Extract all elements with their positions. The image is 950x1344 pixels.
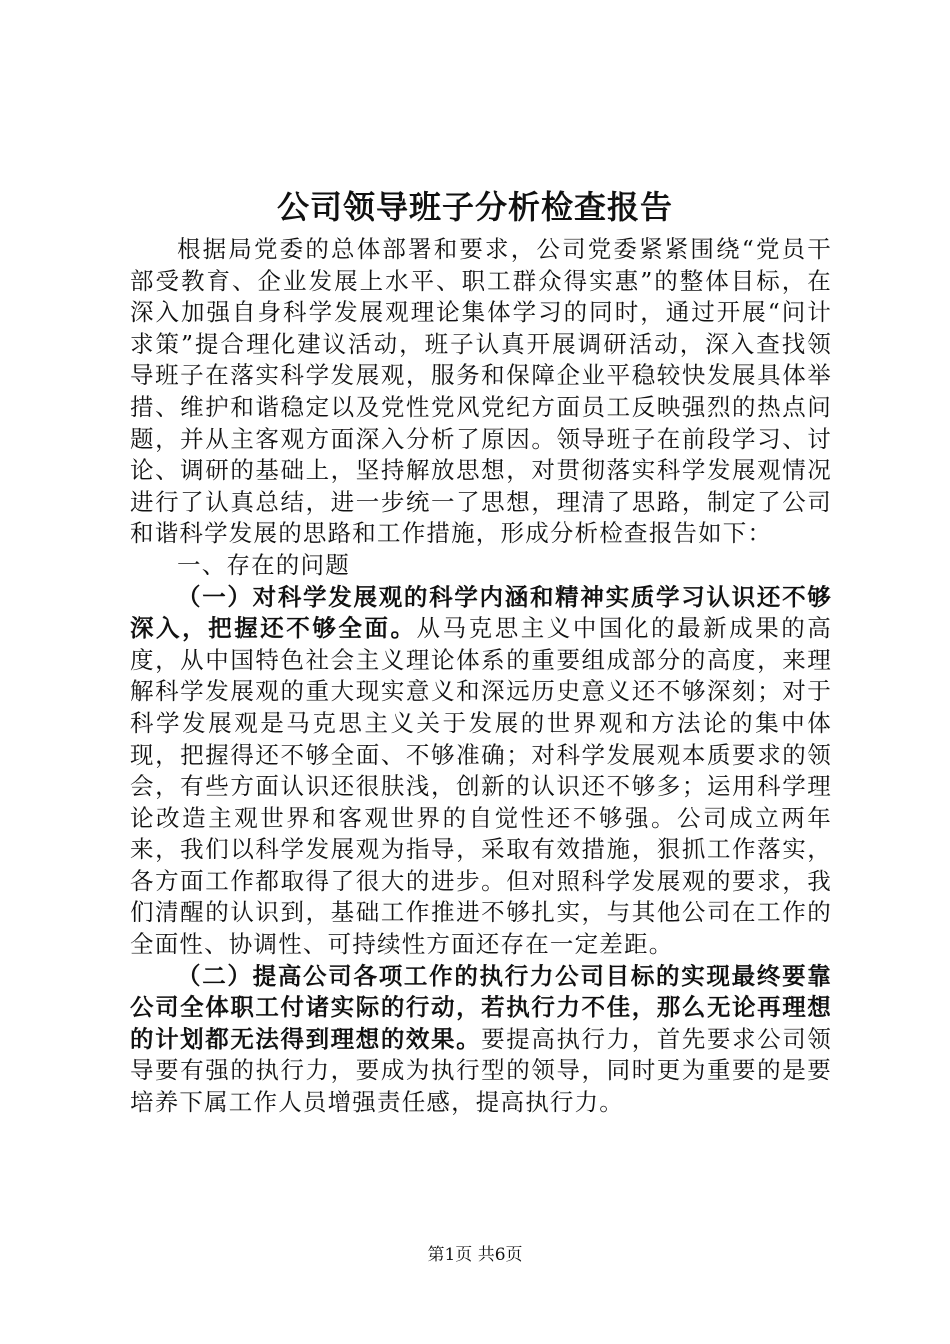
document-title: 公司领导班子分析检查报告	[276, 188, 673, 226]
problem-item-1-heading: （一）对科学发展观的科学内涵和精神实质学习认识还不够深入，把握还不够全面。	[130, 582, 832, 643]
section-heading-problems: 一、存在的问题	[177, 550, 350, 579]
document-body	[130, 234, 832, 1119]
problem-item-2	[130, 961, 832, 1119]
problem-item-1	[130, 582, 832, 961]
problem-item-1-text: 从马克思主义中国化的最新成果的高度，从中国特色社会主义理论体系的重要组成部分的高度，来理解科学发展观的重大现实意义和深远历史意义还不够深刻；对于科学发展观是马克思主义关于发展的世界观和方法论的集中体现，把握得还不够全面、不够准确；对科学发展观本质要求的领会，有些方面认识还很肤浅，创新的认识还不够多；运用科学理论改造主观世界和客观世界的自觉性还不够强。公司成立两年来，我们以科学发展观为指导，采取有效措施，狠抓工作落实，各方面工作都取得了很大的进步。但对照科学发展观的要求，我们清醒的认识到，基础工作推进不够扎实，与其他公司在工作的全面性、协调性、可持续性方面还存在一定差距。	[130, 614, 832, 959]
page-number-footer: 第1页 共6页	[427, 1245, 523, 1265]
problem-item-2-heading: （二）提高公司各项工作的执行力公司目标的实现最终要靠公司全体职工付诸实际的行动，若执行力不佳，那么无论再理想的计划都无法得到理想的效果。	[130, 961, 832, 1053]
intro-paragraph: 根据局党委的总体部署和要求，公司党委紧紧围绕“党员干部受教育、企业发展上水平、职工群众得实惠”的整体目标，在深入加强自身科学发展观理论集体学习的同时，通过开展“问计求策”提合理化建议活动，班子认真开展调研活动，深入查找领导班子在落实科学发展观，服务和保障企业平稳较快发展具体举措、维护和谐稳定以及党性党风党纪方面员工反映强烈的热点问题，并从主客观方面深入分析了原因。领导班子在前段学习、讨论、调研的基础上，坚持解放思想，对贯彻落实科学发展观情况进行了认真总结，进一步统一了思想，理清了思路，制定了公司和谐科学发展的思路和工作措施，形成分析检查报告如下：	[130, 235, 832, 548]
problem-item-2-text: 要提高执行力，首先要求公司领导要有强的执行力，要成为执行型的领导，同时更为重要的是要培养下属工作人员增强责任感，提高执行力。	[130, 1024, 832, 1117]
